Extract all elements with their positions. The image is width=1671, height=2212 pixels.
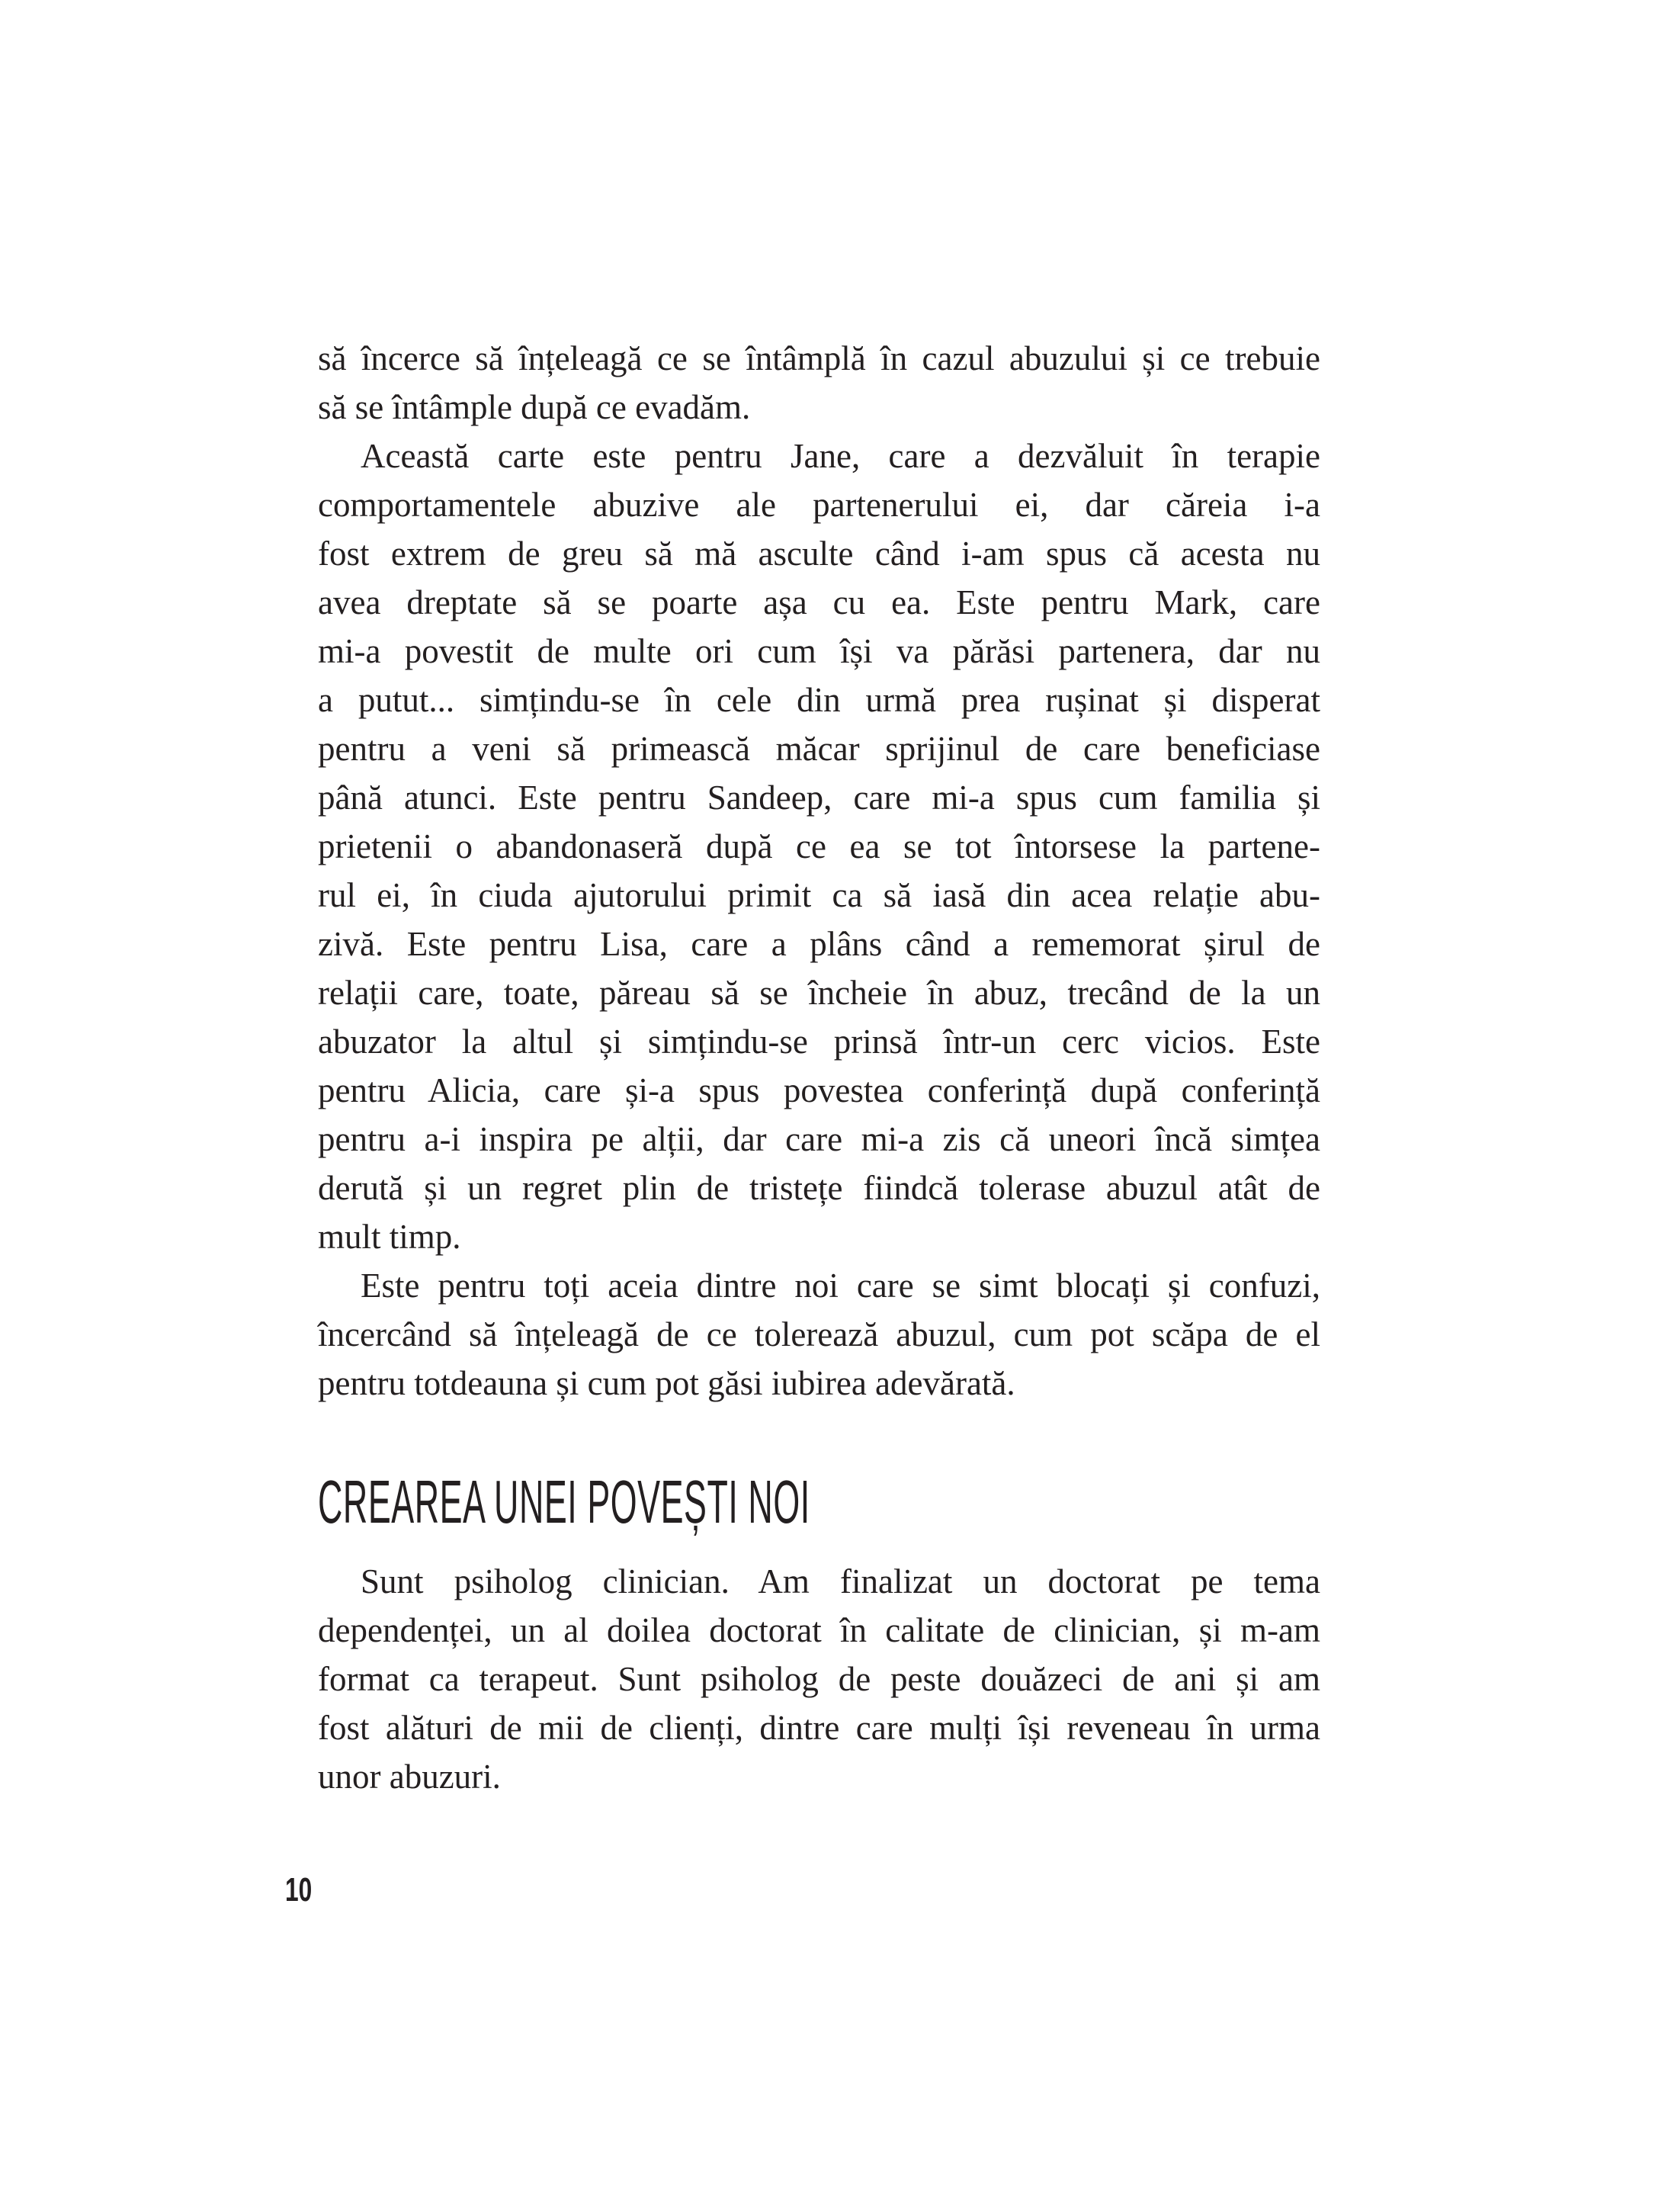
text-line: mi-a povestit de multe ori cum își va părăsi partenera, dar nu <box>318 632 1320 670</box>
text-line: pentru a veni să primească măcar sprijinul de care beneficiase <box>318 730 1320 768</box>
text-line: Sunt psiholog clinician. Am finalizat un doctorat pe tema <box>361 1562 1320 1600</box>
text-line: fost extrem de greu să mă asculte când i-am spus că acesta nu <box>318 535 1320 573</box>
text-line: rul ei, în ciuda ajutorului primit ca să iasă din acea relație abu- <box>318 876 1320 914</box>
text-line: zivă. Este pentru Lisa, care a plâns când a rememorat șirul de <box>318 925 1320 963</box>
paragraph <box>318 1557 1320 1801</box>
text-line: Este pentru toți aceia dintre noi care se simt blocați și confuzi, <box>361 1267 1320 1305</box>
text-line: mult timp. <box>318 1218 461 1256</box>
text-line: pentru Alicia, care și-a spus povestea conferință după conferință <box>318 1071 1320 1109</box>
text-line: format ca terapeut. Sunt psiholog de peste douăzeci de ani și am <box>318 1660 1320 1698</box>
text-line: dependenței, un al doilea doctorat în calitate de clinician, și m-am <box>318 1611 1320 1649</box>
paragraph <box>318 432 1320 1261</box>
text-line: avea dreptate să se poarte așa cu ea. Este pentru Mark, care <box>318 583 1320 621</box>
section-heading: CREAREA UNEI POVEȘTI NOI <box>318 1468 810 1536</box>
text-line: încercând să înțeleagă de ce tolerează abuzul, cum pot scăpa de el <box>318 1315 1320 1353</box>
text-line: relații care, toate, păreau să se încheie în abuz, trecând de la un <box>318 974 1320 1012</box>
text-line: să încerce să înțeleagă ce se întâmplă în cazul abuzului și ce trebuie <box>318 339 1320 377</box>
text-line: abuzator la altul și simțindu-se prinsă într-un cerc vicios. Este <box>318 1023 1320 1061</box>
text-line: să se întâmple după ce evadăm. <box>318 388 751 426</box>
text-line: derută și un regret plin de tristețe fiindcă tolerase abuzul atât de <box>318 1169 1320 1207</box>
text-line: a putut... simțindu-se în cele din urmă prea rușinat și disperat <box>318 681 1320 719</box>
paragraph <box>318 334 1320 432</box>
text-line: pentru totdeauna și cum pot găsi iubirea adevărată. <box>318 1364 1015 1402</box>
text-line: prietenii o abandonaseră după ce ea se tot întorsese la partene- <box>318 827 1320 865</box>
text-line: până atunci. Este pentru Sandeep, care mi-a spus cum familia și <box>318 779 1320 817</box>
text-line: comportamentele abuzive ale partenerului ei, dar căreia i-a <box>318 486 1320 524</box>
text-line: Această carte este pentru Jane, care a dezvăluit în terapie <box>361 437 1320 475</box>
body-text-section-1 <box>318 334 1320 1408</box>
page-number: 10 <box>285 1871 313 1909</box>
text-line: pentru a-i inspira pe alții, dar care mi-a zis că uneori încă simțea <box>318 1120 1320 1158</box>
text-line: fost alături de mii de clienți, dintre care mulți își reveneau în urma <box>318 1709 1320 1747</box>
text-line: unor abuzuri. <box>318 1758 501 1796</box>
paragraph <box>318 1261 1320 1408</box>
body-text-section-2 <box>318 1557 1320 1801</box>
